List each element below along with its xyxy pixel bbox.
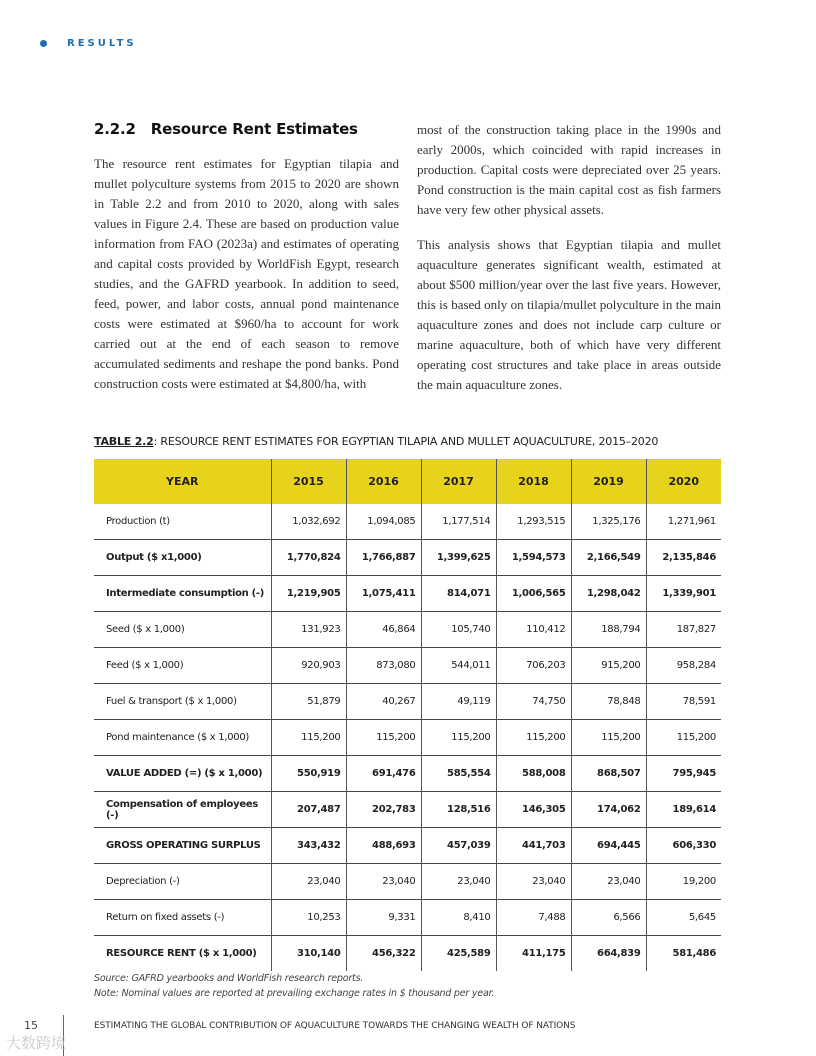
right-column <box>417 120 721 395</box>
table-cell: 78,591 <box>646 684 721 720</box>
table-cell: 691,476 <box>346 756 421 792</box>
table-source: Source: GAFRD yearbooks and WorldFish research reports. <box>94 973 364 984</box>
watermark: 大数跨境 <box>6 1034 67 1052</box>
column-header-2016: 2016 <box>346 459 421 504</box>
table-cell: 202,783 <box>346 792 421 828</box>
table-cell: 343,432 <box>271 828 346 864</box>
table-header-row <box>94 459 721 504</box>
table-cell: 581,486 <box>646 936 721 972</box>
table-cell: 51,879 <box>271 684 346 720</box>
table-body <box>94 504 721 971</box>
table-row <box>94 540 721 576</box>
table-cell: 23,040 <box>496 864 571 900</box>
row-label: GROSS OPERATING SURPLUS <box>94 828 271 864</box>
left-column <box>94 120 399 394</box>
table-cell: 694,445 <box>571 828 646 864</box>
table-cell: 174,062 <box>571 792 646 828</box>
body-paragraph: This analysis shows that Egyptian tilapia and mullet aquaculture generates significant wealth, estimated at about $500 million/year over the last five years. However, this is based only on tilapia/mullet polyculture in the main aquaculture zones and does not include carp culture or marine aquaculture, both of which have very different operating cost structures and take place in areas outside the main aquaculture zones. <box>417 237 721 392</box>
table-cell: 2,135,846 <box>646 540 721 576</box>
table-cell: 1,594,573 <box>496 540 571 576</box>
table-cell: 1,271,961 <box>646 504 721 540</box>
table-cell: 441,703 <box>496 828 571 864</box>
table-cell: 1,298,042 <box>571 576 646 612</box>
table-cell: 588,008 <box>496 756 571 792</box>
row-label: Output ($ x1,000) <box>94 540 271 576</box>
table-cell: 920,903 <box>271 648 346 684</box>
section-heading <box>94 120 399 138</box>
table-cell: 10,253 <box>271 900 346 936</box>
row-label: Depreciation (-) <box>94 864 271 900</box>
table-caption-text: RESOURCE RENT ESTIMATES FOR EGYPTIAN TILAPIA AND MULLET AQUACULTURE, 2015–2020 <box>160 435 659 448</box>
table-cell: 488,693 <box>346 828 421 864</box>
table-cell: 19,200 <box>646 864 721 900</box>
table-cell: 706,203 <box>496 648 571 684</box>
table-cell: 456,322 <box>346 936 421 972</box>
table-cell: 9,331 <box>346 900 421 936</box>
section-label: RESULTS <box>67 38 137 49</box>
page-number: 15 <box>24 1019 38 1032</box>
table-cell: 868,507 <box>571 756 646 792</box>
row-label: Return on fixed assets (-) <box>94 900 271 936</box>
table-cell: 1,325,176 <box>571 504 646 540</box>
table-cell: 115,200 <box>271 720 346 756</box>
resource-rent-table <box>94 459 721 971</box>
table-cell: 1,219,905 <box>271 576 346 612</box>
table-cell: 74,750 <box>496 684 571 720</box>
table-cell: 5,645 <box>646 900 721 936</box>
table-cell: 23,040 <box>271 864 346 900</box>
table-row <box>94 936 721 972</box>
table-caption <box>94 435 658 448</box>
table-cell: 2,166,549 <box>571 540 646 576</box>
table-cell: 585,554 <box>421 756 496 792</box>
row-label: Pond maintenance ($ x 1,000) <box>94 720 271 756</box>
table-cell: 795,945 <box>646 756 721 792</box>
table-cell: 1,094,085 <box>346 504 421 540</box>
table-row <box>94 756 721 792</box>
section-title: Resource Rent Estimates <box>150 120 358 138</box>
row-label: Production (t) <box>106 516 170 527</box>
row-label: Seed ($ x 1,000) <box>94 612 271 648</box>
column-header-2018: 2018 <box>496 459 571 504</box>
column-header-year: YEAR <box>94 459 271 504</box>
table-cell: 131,923 <box>271 612 346 648</box>
table-cell: 1,006,565 <box>496 576 571 612</box>
row-label: Intermediate consumption (-) <box>94 576 271 612</box>
table-cell: 8,410 <box>421 900 496 936</box>
table-row <box>94 648 721 684</box>
table-cell: 105,740 <box>421 612 496 648</box>
table-row <box>94 900 721 936</box>
table-cell: 411,175 <box>496 936 571 972</box>
column-header-2020: 2020 <box>646 459 721 504</box>
table-cell: 128,516 <box>421 792 496 828</box>
table-cell: 457,039 <box>421 828 496 864</box>
row-label: VALUE ADDED (=) ($ x 1,000) <box>94 756 271 792</box>
table-cell: 544,011 <box>421 648 496 684</box>
table-cell: 40,267 <box>346 684 421 720</box>
table-cell: 23,040 <box>346 864 421 900</box>
table-cell: 310,140 <box>271 936 346 972</box>
table-cell: 146,305 <box>496 792 571 828</box>
table-cell: 1,399,625 <box>421 540 496 576</box>
table-cell: 187,827 <box>646 612 721 648</box>
body-paragraph: most of the construction taking place in the 1990s and early 2000s, which coincided with rapid increases in production. Capital costs were depreciated over 25 years. Pond construction is the main capital cost as fish farmers have very few other physical assets. <box>417 122 721 217</box>
row-label: RESOURCE RENT ($ x 1,000) <box>94 936 271 972</box>
table-cell: 1,032,692 <box>271 504 346 540</box>
table-cell: 1,293,515 <box>496 504 571 540</box>
table-cell: 664,839 <box>571 936 646 972</box>
section-number: 2.2.2 <box>94 120 136 138</box>
table-cell: 115,200 <box>346 720 421 756</box>
column-header-2019: 2019 <box>571 459 646 504</box>
table-row <box>94 792 721 828</box>
footer-document-title: ESTIMATING THE GLOBAL CONTRIBUTION OF AQUACULTURE TOWARDS THE CHANGING WEALTH OF NATIONS <box>94 1021 576 1031</box>
table-cell: 873,080 <box>346 648 421 684</box>
section-tag <box>40 38 137 49</box>
table-label: TABLE 2.2 <box>94 435 154 448</box>
table-cell: 606,330 <box>646 828 721 864</box>
row-label: Fuel & transport ($ x 1,000) <box>94 684 271 720</box>
table-cell: 207,487 <box>271 792 346 828</box>
table-cell: 49,119 <box>421 684 496 720</box>
table-cell: 46,864 <box>346 612 421 648</box>
table-cell: 7,488 <box>496 900 571 936</box>
table-row <box>94 576 721 612</box>
table-cell: 425,589 <box>421 936 496 972</box>
table-cell: 23,040 <box>421 864 496 900</box>
table-row <box>94 684 721 720</box>
table-row <box>94 504 721 540</box>
table-cell: 6,566 <box>571 900 646 936</box>
table-cell: 115,200 <box>496 720 571 756</box>
table-cell: 550,919 <box>271 756 346 792</box>
table-cell: 1,766,887 <box>346 540 421 576</box>
table-row <box>94 720 721 756</box>
table-cell: 115,200 <box>571 720 646 756</box>
table-note: Note: Nominal values are reported at prevailing exchange rates in $ thousand per year. <box>94 988 495 999</box>
table-cell: 1,075,411 <box>346 576 421 612</box>
row-label: Compensation of employees (-) <box>94 792 271 828</box>
table-notes <box>94 971 494 1001</box>
table-cell: 188,794 <box>571 612 646 648</box>
column-header-2015: 2015 <box>271 459 346 504</box>
table-cell: 115,200 <box>646 720 721 756</box>
table-cell: 115,200 <box>421 720 496 756</box>
table-cell: 23,040 <box>571 864 646 900</box>
table-row <box>94 864 721 900</box>
table-cell: 1,177,514 <box>421 504 496 540</box>
column-header-2017: 2017 <box>421 459 496 504</box>
bullet-dot-icon <box>40 40 47 47</box>
table-cell: 958,284 <box>646 648 721 684</box>
table-cell: 814,071 <box>421 576 496 612</box>
row-label: Feed ($ x 1,000) <box>94 648 271 684</box>
body-paragraph: The resource rent estimates for Egyptian tilapia and mullet polyculture systems from 2015 to 2020 are shown in Table 2.2 and from 2010 to 2020, along with sales values in Figure 2.4. These are based on production value information from FAO (2023a) and estimates of operating and capital costs provided by WorldFish Egypt, research studies, and the GAFRD yearbook. In addition to seed, feed, power, and labor costs, annual pond maintenance costs were estimated at $960/ha to account for work carried out at the end of each season to remove accumulated sediments and reshape the pond banks. Pond construction costs were estimated at $4,800/ha, with <box>94 156 399 391</box>
caption-colon: : <box>153 435 161 448</box>
table-cell: 110,412 <box>496 612 571 648</box>
table-cell: 1,770,824 <box>271 540 346 576</box>
table-cell: 915,200 <box>571 648 646 684</box>
table-cell: 189,614 <box>646 792 721 828</box>
table-cell: 78,848 <box>571 684 646 720</box>
table-cell: 1,339,901 <box>646 576 721 612</box>
table-row <box>94 828 721 864</box>
table-row <box>94 612 721 648</box>
